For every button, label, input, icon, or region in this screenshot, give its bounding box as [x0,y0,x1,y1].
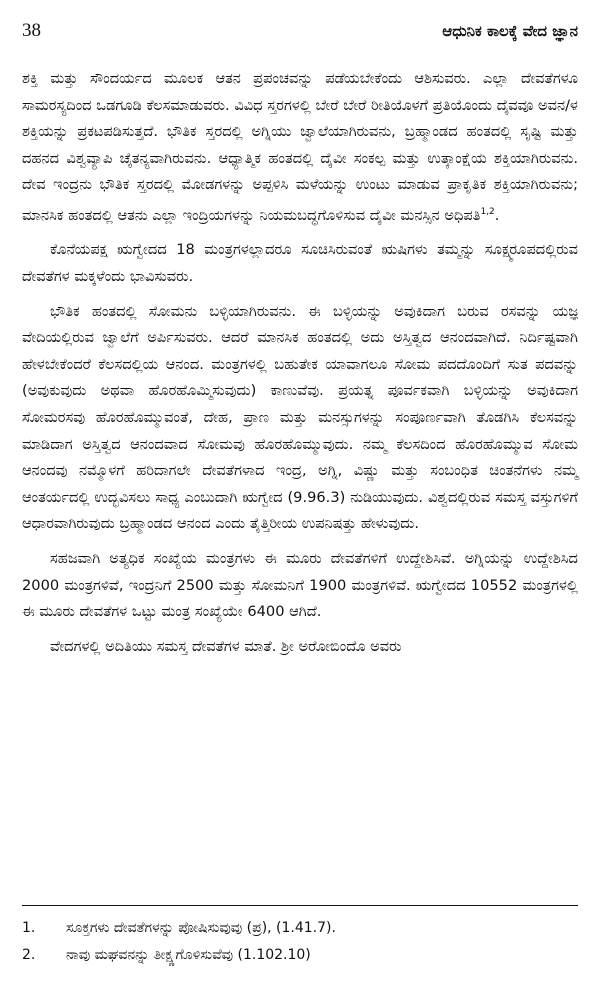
page-header [22,20,578,48]
body-text [22,66,578,660]
paragraph-text: ಶಕ್ತಿ ಮತ್ತು ಸೌಂದರ್ಯದ ಮೂಲಕ ಆತನ ಪ್ರಪಂಚವನ್ನು ಪಡೆಯಬೇಕೆಂದು ಆಶಿಸುವರು. ಎಲ್ಲಾ ದೇವತೆಗಳೂ ಸಾಮರಸ್ಯದಿಂದ ಒಡಗೂಡಿ ಕೆಲಸಮಾಡುವರು. ವಿವಿಧ ಸ್ತರಗಳಲ್ಲಿ ಬೇರೆ ಬೇರೆ ರೀತಿಯೊಳಗೆ ಪ್ರತಿಯೊಂದು ದೈವವೂ ಅವನ/ಳ ಶಕ್ತಿಯನ್ನು ಪ್ರಕಟಪಡಿಸುತ್ತದೆ. ಭೌತಿಕ ಸ್ತರದಲ್ಲಿ ಅಗ್ನಿಯು ಜ್ವಾಲೆಯಾಗಿರುವನು, ಬ್ರಹ್ಮಾಂಡದ ಹಂತದಲ್ಲಿ ಸೃಷ್ಟಿ ಮತ್ತು ದಹನದ ವಿಶ್ವವ್ಯಾಪಿ ಚೈತನ್ಯವಾಗಿರುವನು. ಆಧ್ಯಾತ್ಮಿಕ ಹಂತದಲ್ಲಿ ದೈವೀ ಸಂಕಲ್ಪ ಮತ್ತು ಉತ್ಕಾಂಕ್ಷೆಯ ಶಕ್ತಿಯಾಗಿರುವನು. ದೇವ ಇಂದ್ರನು ಭೌತಿಕ ಸ್ತರದಲ್ಲಿ ಮೋಡಗಳನ್ನು ಅಪ್ಪಳಿಸಿ ಮಳೆಯನ್ನು ಉಂಟು ಮಾಡುವ ಪ್ರಾಕೃತಿಕ ಶಕ್ತಿಯಾಗಿರುವನು; ಮಾನಸಿಕ ಹಂತದಲ್ಲಿ ಆತನು ಎಲ್ಲಾ ಇಂದ್ರಿಯಗಳನ್ನು ನಿಯಮಬದ್ಧಗೊಳಿಸುವ ದೈವೀ ಮನಸ್ಸಿನ ಅಧಿಪತಿ [22,70,578,224]
footnote-text: ಸೂಕ್ತಗಳು ದೇವತೆಗಳನ್ನು ಪೋಷಿಸುವುವು (ಪ್ರ), (1.41.7). [66,920,336,936]
footnote-1 [22,915,578,942]
paragraph-4: ಸಹಜವಾಗಿ ಅತ್ಯಧಿಕ ಸಂಖ್ಯೆಯ ಮಂತ್ರಗಳು ಈ ಮೂರು ದೇವತೆಗಳಿಗೆ ಉದ್ದೇಶಿಸಿವೆ. ಅಗ್ನಿಯನ್ನು ಉದ್ದೇಶಿಸಿದ 2000 ಮಂತ್ರಗಳಿವೆ, ಇಂದ್ರನಿಗೆ 2500 ಮತ್ತು ಸೋಮನಿಗೆ 1900 ಮಂತ್ರಗಳಿವೆ. ಋಗ್ವೇದದ 10552 ಮಂತ್ರಗಳಲ್ಲಿ ಈ ಮೂರು ದೇವತೆಗಳ ಒಟ್ಟು ಮಂತ್ರ ಸಂಖ್ಯೆಯೇ 6400 ಆಗಿದೆ. [22,549,578,621]
paragraph-tail: . [494,206,500,224]
footnote-2 [22,942,578,969]
footnotes [22,915,578,969]
footnote-reference: 1,2 [480,206,495,217]
footnote-number: 1. [22,920,36,936]
running-title: ಆಧುನಿಕ ಕಾಲಕ್ಕೆ ವೇದ ಜ್ಞಾನ [442,22,578,40]
footnote-text: ನಾವು ಮಘವನನ್ನು ತೀಕ್ಷ್ಣಗೊಳಿಸುವೆವು (1.102.10) [66,947,311,963]
page-number: 38 [22,20,41,41]
paragraph-5: ವೇದಗಳಲ್ಲಿ ಅದಿತಿಯು ಸಮಸ್ತ ದೇವತೆಗಳ ಮಾತೆ. ಶ್ರೀ ಅರೋಬಿಂದೊ ಅವರು [50,637,402,655]
footnote-divider [22,905,578,906]
paragraph-2: ಕೊನೆಯಪಕ್ಷ ಋಗ್ವೇದದ 18 ಮಂತ್ರಗಳಲ್ಲಾದರೂ ಸೂಚಿಸಿರುವಂತೆ ಋಷಿಗಳು ತಮ್ಮನ್ನು ಸೂಕ್ಷ್ಮರೂಪದಲ್ಲಿರುವ ದೇವತೆಗಳ ಮಕ್ಕಳೆಂದು ಭಾವಿಸುವರು. [22,241,578,286]
paragraph-1 [22,66,578,229]
paragraph-3: ಭೌತಿಕ ಹಂತದಲ್ಲಿ ಸೋಮನು ಬಳ್ಳಿಯಾಗಿರುವನು. ಈ ಬಳ್ಳಿಯನ್ನು ಅವುಕಿದಾಗ ಬರುವ ರಸವನ್ನು ಯಜ್ಞ ವೇದಿಯಲ್ಲಿರುವ ಜ್ವಾಲೆಗೆ ಅರ್ಪಿಸುವರು. ಆದರೆ ಮಾನಸಿಕ ಹಂತದಲ್ಲಿ ಅದು ಅಸ್ತಿತ್ವದ ಆನಂದವಾಗಿದೆ. ನಿರ್ದಿಷ್ಟವಾಗಿ ಹೇಳಬೇಕೆಂದರೆ ಕೆಲಸದಲ್ಲಿಯ ಆನಂದ. ಮಂತ್ರಗಳಲ್ಲಿ ಬಹುತೇಕ ಯಾವಾಗಲೂ ಸೋಮ ಪದದೊಂದಿಗೆ ಸುತ ಪದವನ್ನು (ಅವುಕುವುದು ಅಥವಾ ಹೊರಹೊಮ್ಮಿಸುವುದು) ಕಾಣುವೆವು. ಪ್ರಯತ್ನ ಪೂರ್ವಕವಾಗಿ ಬಳ್ಳಿಯನ್ನು ಅವುಕಿದಾಗ ಸೋಮರಸವು ಹೊರಹೊಮ್ಮುವಂತೆ, ದೇಹ, ಪ್ರಾಣ ಮತ್ತು ಮನಸ್ಸುಗಳನ್ನು ಸಂಪೂರ್ಣವಾಗಿ ತೊಡಗಿಸಿ ಕೆಲಸವನ್ನು ಮಾಡಿದಾಗ ಅಸ್ತಿತ್ವದ ಆನಂದವಾದ ಸೋಮವು ಹೊರಹೊಮ್ಮುವುದು. ನಮ್ಮ ಕೆಲಸದಿಂದ ಹೊರಹೊಮ್ಮುವ ಸೋಮ ಆನಂದವು ನಮ್ಮೊಳಗೆ ಹರಿದಾಗಲೇ ದೇವತೆಗಳಾದ ಇಂದ್ರ, ಅಗ್ನಿ, ವಿಷ್ಣು ಮತ್ತು ಸಂಬಂಧಿತ ಚಿಂತನೆಗಳು ನಮ್ಮ ಆಂತರ್ಯದಲ್ಲಿ ಉದ್ಭವಿಸಲು ಸಾಧ್ಯ ಎಂಬುದಾಗಿ ಋಗ್ವೇದ (9.96.3) ನುಡಿಯುವುದು. ವಿಶ್ವದಲ್ಲಿರುವ ಸಮಸ್ತ ವಸ್ತುಗಳಿಗೆ ಆಧಾರವಾಗಿರುವುದು ಬ್ರಹ್ಮಾಂಡದ ಆನಂದ ಎಂದು ತೈತ್ತಿರೀಯ ಉಪನಿಷತ್ತು ಹೇಳುವುದು. [22,302,578,533]
footnote-number: 2. [22,947,36,963]
